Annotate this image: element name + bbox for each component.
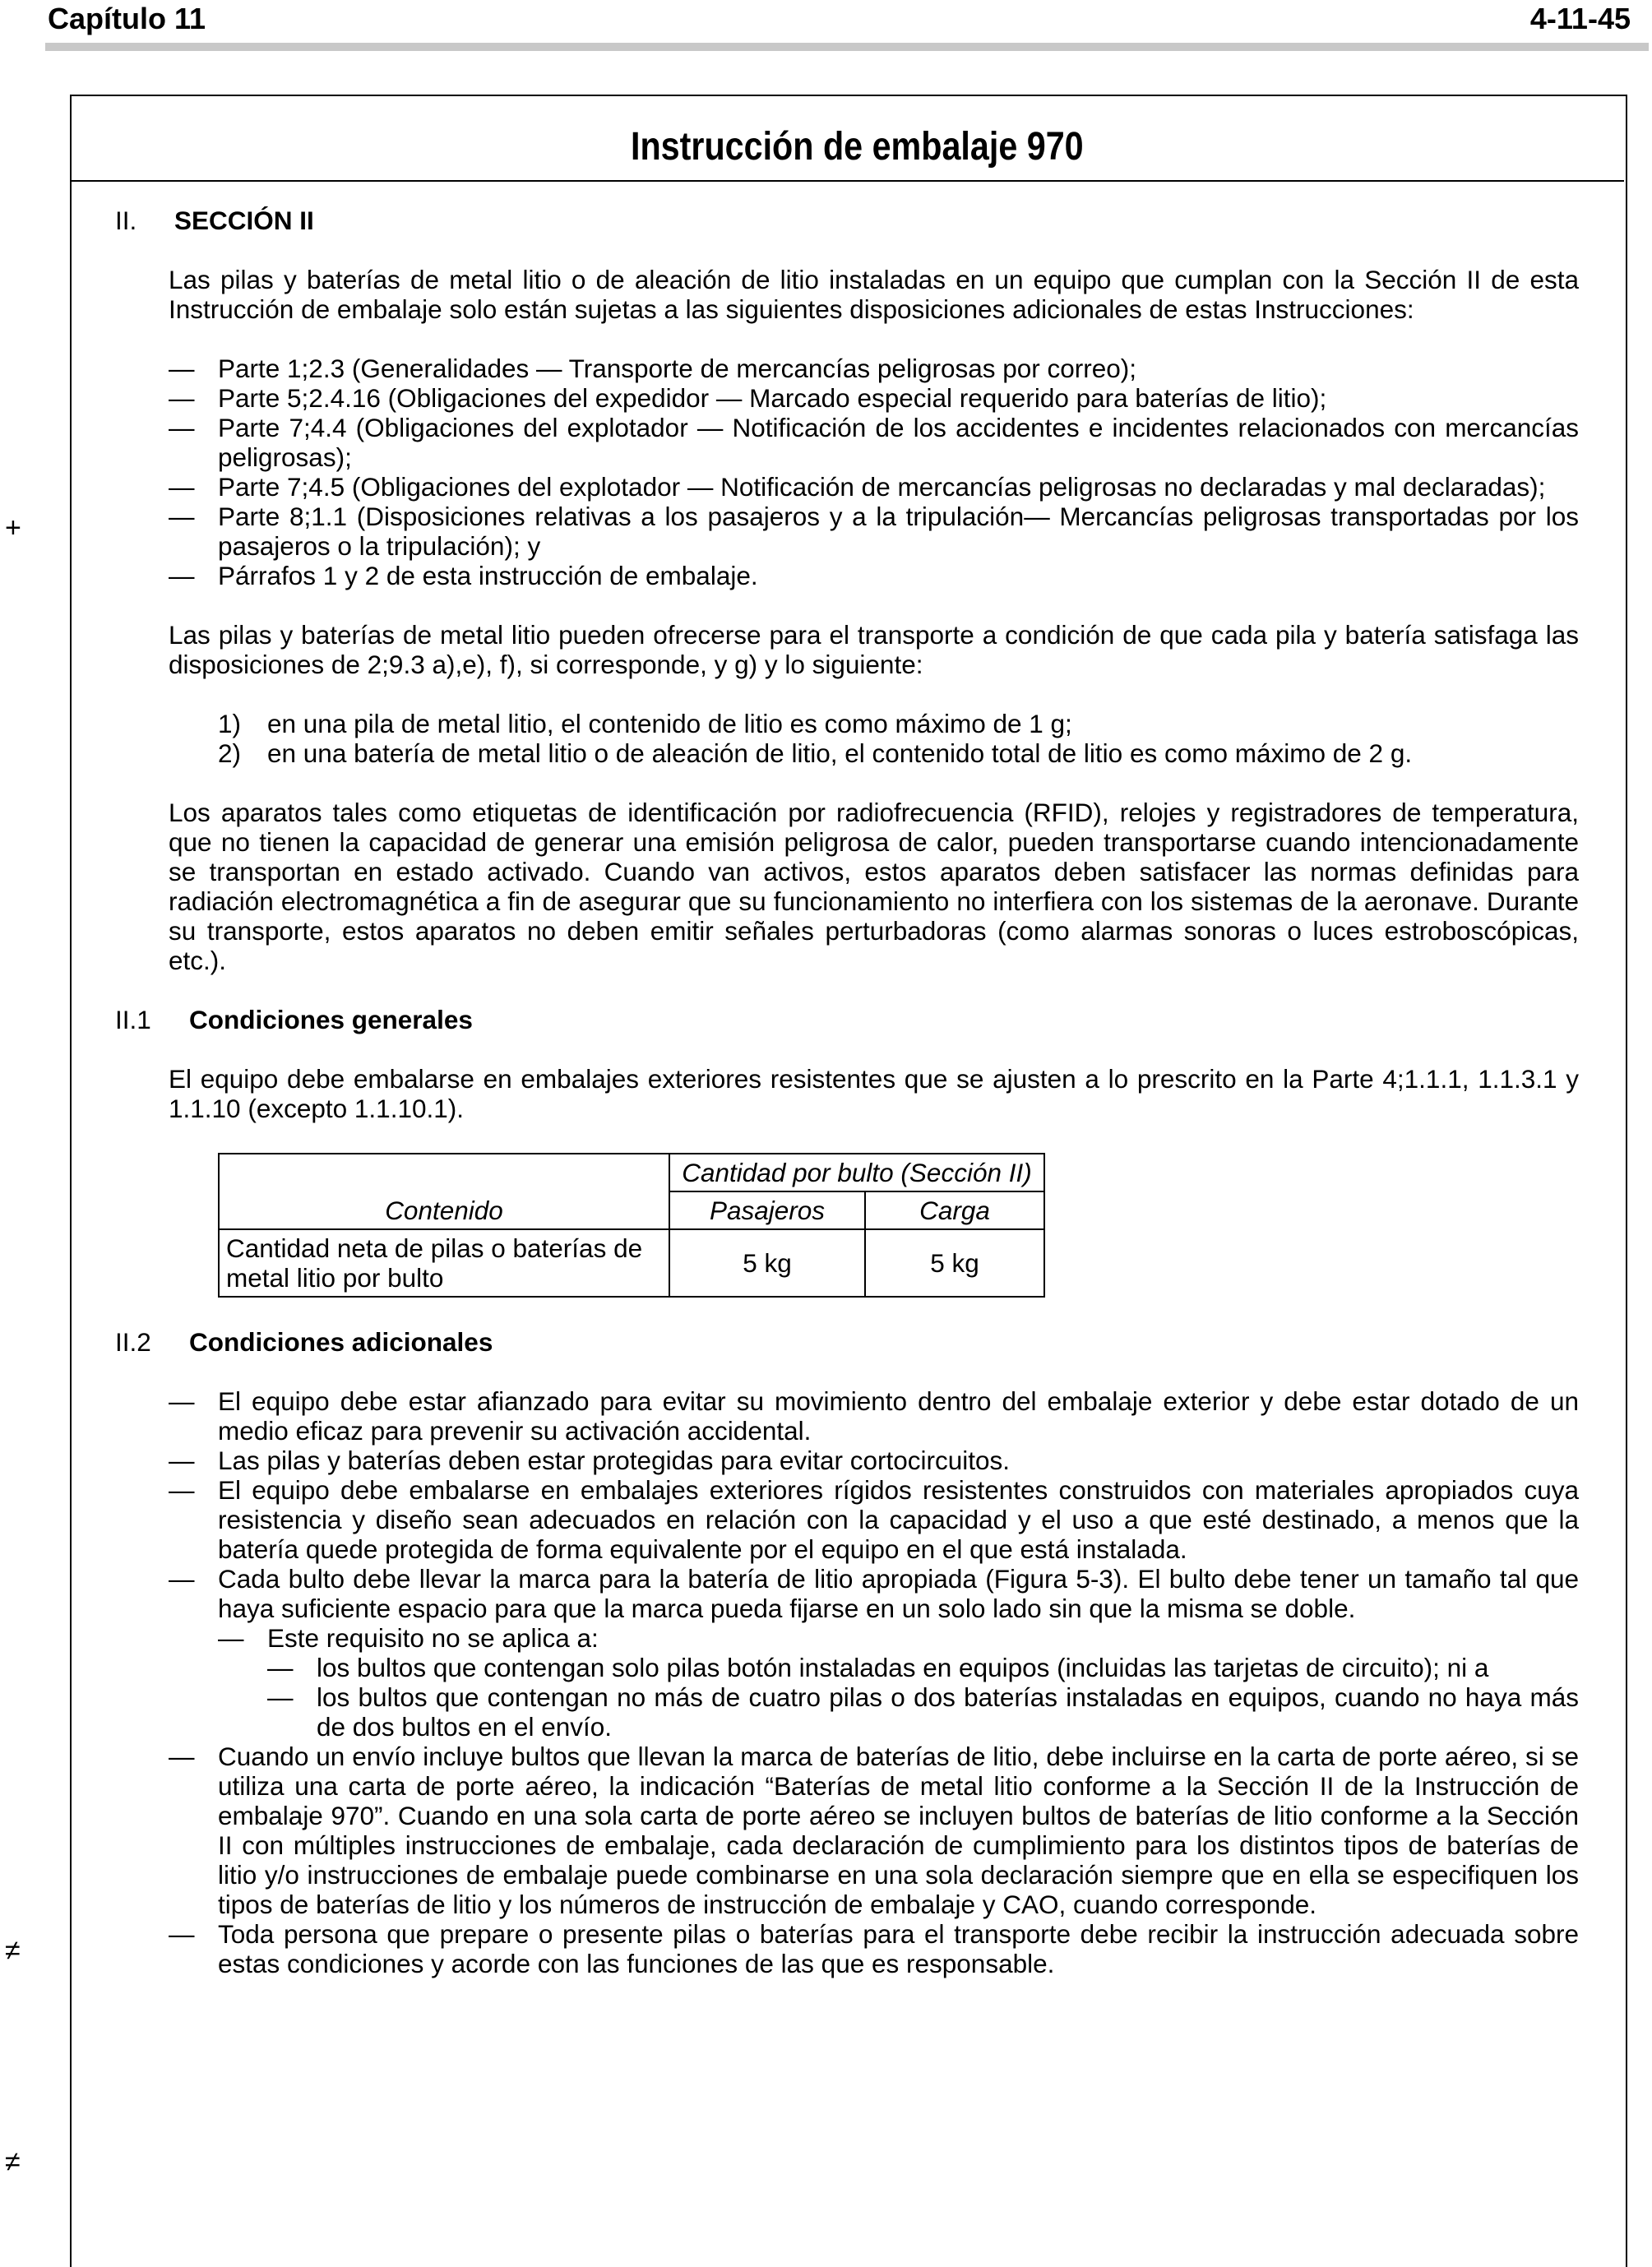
table-cell: 5 kg — [669, 1229, 865, 1297]
page-number: 4-11-45 — [1529, 2, 1631, 35]
sub-list — [218, 1623, 1579, 1742]
list-item: — Párrafos 1 y 2 de esta instrucción de embalaje. — [169, 561, 758, 590]
table-header-group: Cantidad por bulto (Sección II) — [669, 1154, 1044, 1191]
paragraph: Las pilas y baterías de metal litio o de aleación de litio instaladas en un equipo que cumplan con la Sección II de esta Instrucción de embalaje solo están sujetas a las siguientes disposiciones adicionales de estas Instrucciones: — [169, 265, 1579, 324]
header-rule — [45, 43, 1649, 51]
section-heading — [115, 1327, 1579, 1357]
page-header — [48, 0, 1647, 46]
numbered-list — [218, 709, 1579, 768]
section-heading — [115, 206, 1579, 235]
quantity-table — [218, 1153, 1045, 1298]
reference-list — [169, 354, 1579, 590]
table-header-passengers: Pasajeros — [669, 1191, 865, 1229]
section-number: II. — [115, 206, 137, 235]
title-box — [70, 95, 1624, 182]
table-cell: 5 kg — [865, 1229, 1044, 1297]
list-item: — Parte 8;1.1 (Disposiciones relativas a los pasajeros y a la tripulación— Mercancías peligrosas transportadas por los pasajeros o la tripulación); y — [169, 502, 1579, 561]
table-row — [219, 1229, 1044, 1297]
list-item: — Parte 7;4.5 (Obligaciones del explotador — Notificación de mercancías peligrosas no declaradas y mal declaradas); — [169, 472, 1546, 502]
section-number: II.2 — [115, 1327, 151, 1357]
paragraph: El equipo debe embalarse en embalajes exteriores resistentes que se ajusten a lo prescrito en la Parte 4;1.1.1, 1.1.3.1 y 1.1.10 (excepto 1.1.10.1). — [169, 1064, 1579, 1123]
section-title: Condiciones generales — [189, 1005, 473, 1034]
list-item: — Parte 5;2.4.16 (Obligaciones del expedidor — Marcado especial requerido para baterías de litio); — [169, 383, 1327, 413]
list-item: — Cada bulto debe llevar la marca para la batería de litio apropiada (Figura 5-3). El bulto debe tener un tamaño tal que haya suficiente espacio para que la marca pueda fijarse en un solo lado sin que la misma se doble. — Este requisito no se aplica a: — los bultos que contengan solo pilas botón instaladas en equipos (incluidas las tarjetas de circuito); ni a — los bultos que contengan no más de cuatro pilas o dos baterías instaladas en equipos, cuando no haya más de dos bultos en el envío. — [169, 1564, 1579, 1742]
list-item: — Parte 7;4.4 (Obligaciones del explotador — Notificación de los accidentes e incidentes relacionados con mercancías peligrosas); — [169, 413, 1579, 472]
paragraph: Los aparatos tales como etiquetas de identificación por radiofrecuencia (RFID), relojes y registradores de temperatura, que no tienen la capacidad de generar una emisión peligrosa de calor, pueden transportarse cuando intencionadamente se transportan en estado activado. Cuando van activos, estos aparatos deben satisfacer las normas definidas para radiación electromagnética a fin de asegurar que su funcionamiento no interfiera con los sistemas de la aeronave. Durante su transporte, estos aparatos no deben emitir señales perturbadoras (como alarmas sonoras o luces estroboscópicas, etc.). — [169, 798, 1579, 975]
sub-sub-list — [267, 1653, 1579, 1742]
chapter-label: Capítulo 11 — [48, 2, 206, 35]
document-body — [115, 206, 1579, 1978]
list-item: 1) en una pila de metal litio, el contenido de litio es como máximo de 1 g; — [218, 709, 1072, 738]
conditions-list — [169, 1386, 1579, 1978]
page-title: Instrucción de embalaje 970 — [631, 125, 1084, 169]
list-item: — El equipo debe embalarse en embalajes exteriores rígidos resistentes construidos con materiales apropiados cuya resistencia y diseño sean adecuados en relación con la capacidad y el uso a que esté destinado, a menos que la batería quede protegida de forma equivalente por el equipo en el que está instalada. — [169, 1475, 1579, 1564]
list-item: — Parte 1;2.3 (Generalidades — Transporte de mercancías peligrosas por correo); — [169, 354, 1137, 383]
list-item: — Las pilas y baterías deben estar protegidas para evitar cortocircuitos. — [169, 1446, 1011, 1475]
change-mark-plus: + — [5, 512, 21, 544]
table-cell: Cantidad neta de pilas o baterías de metal litio por bulto — [219, 1229, 669, 1297]
list-item: — los bultos que contengan solo pilas botón instaladas en equipos (incluidas las tarjetas de circuito); ni a — [267, 1653, 1489, 1682]
list-item: — Este requisito no se aplica a: — los bultos que contengan solo pilas botón instaladas en equipos (incluidas las tarjetas de circuito); ni a — los bultos que contengan no más de cuatro pilas o dos baterías instaladas en equipos, cuando no haya más de dos bultos en el envío. — [218, 1623, 1579, 1742]
list-item: — Cuando un envío incluye bultos que llevan la marca de baterías de litio, debe incluirse en la carta de porte aéreo, si se utiliza una carta de porte aéreo, la indicación “Baterías de metal litio conforme a la Sección II de la Instrucción de embalaje 970”. Cuando en una sola carta de porte aéreo se incluyen bultos de baterías de litio conforme a la Sección II con múltiples instrucciones de embalaje, cada declaración de cumplimiento para los distintos tipos de baterías de litio y/o instrucciones de embalaje puede combinarse en una sola declaración siempre que en ella se especifiquen los tipos de baterías de litio y los números de instrucción de embalaje y CAO, cuando corresponde. — [169, 1742, 1579, 1919]
list-item: — Toda persona que prepare o presente pilas o baterías para el transporte debe recibir la instrucción adecuada sobre estas condiciones y acorde con las funciones de las que es responsable. — [169, 1919, 1579, 1978]
list-item: 2) en una batería de metal litio o de aleación de litio, el contenido total de litio es como máximo de 2 g. — [218, 738, 1413, 768]
change-mark-neq: ≠ — [5, 1935, 21, 1966]
section-title: Condiciones adicionales — [189, 1327, 493, 1357]
section-number: II.1 — [115, 1005, 151, 1034]
change-mark-neq: ≠ — [5, 2146, 21, 2177]
paragraph: Las pilas y baterías de metal litio pueden ofrecerse para el transporte a condición de que cada pila y batería satisfaga las disposiciones de 2;9.3 a),e), f), si corresponde, y g) y lo siguiente: — [169, 620, 1579, 679]
section-title: SECCIÓN II — [174, 206, 314, 235]
section-heading — [115, 1005, 1579, 1034]
table-header-content: Contenido — [219, 1154, 669, 1229]
table-header-cargo: Carga — [865, 1191, 1044, 1229]
list-item: — El equipo debe estar afianzado para evitar su movimiento dentro del embalaje exterior y debe estar dotado de un medio eficaz para prevenir su activación accidental. — [169, 1386, 1579, 1446]
list-item: — los bultos que contengan no más de cuatro pilas o dos baterías instaladas en equipos, cuando no haya más de dos bultos en el envío. — [267, 1682, 1579, 1742]
